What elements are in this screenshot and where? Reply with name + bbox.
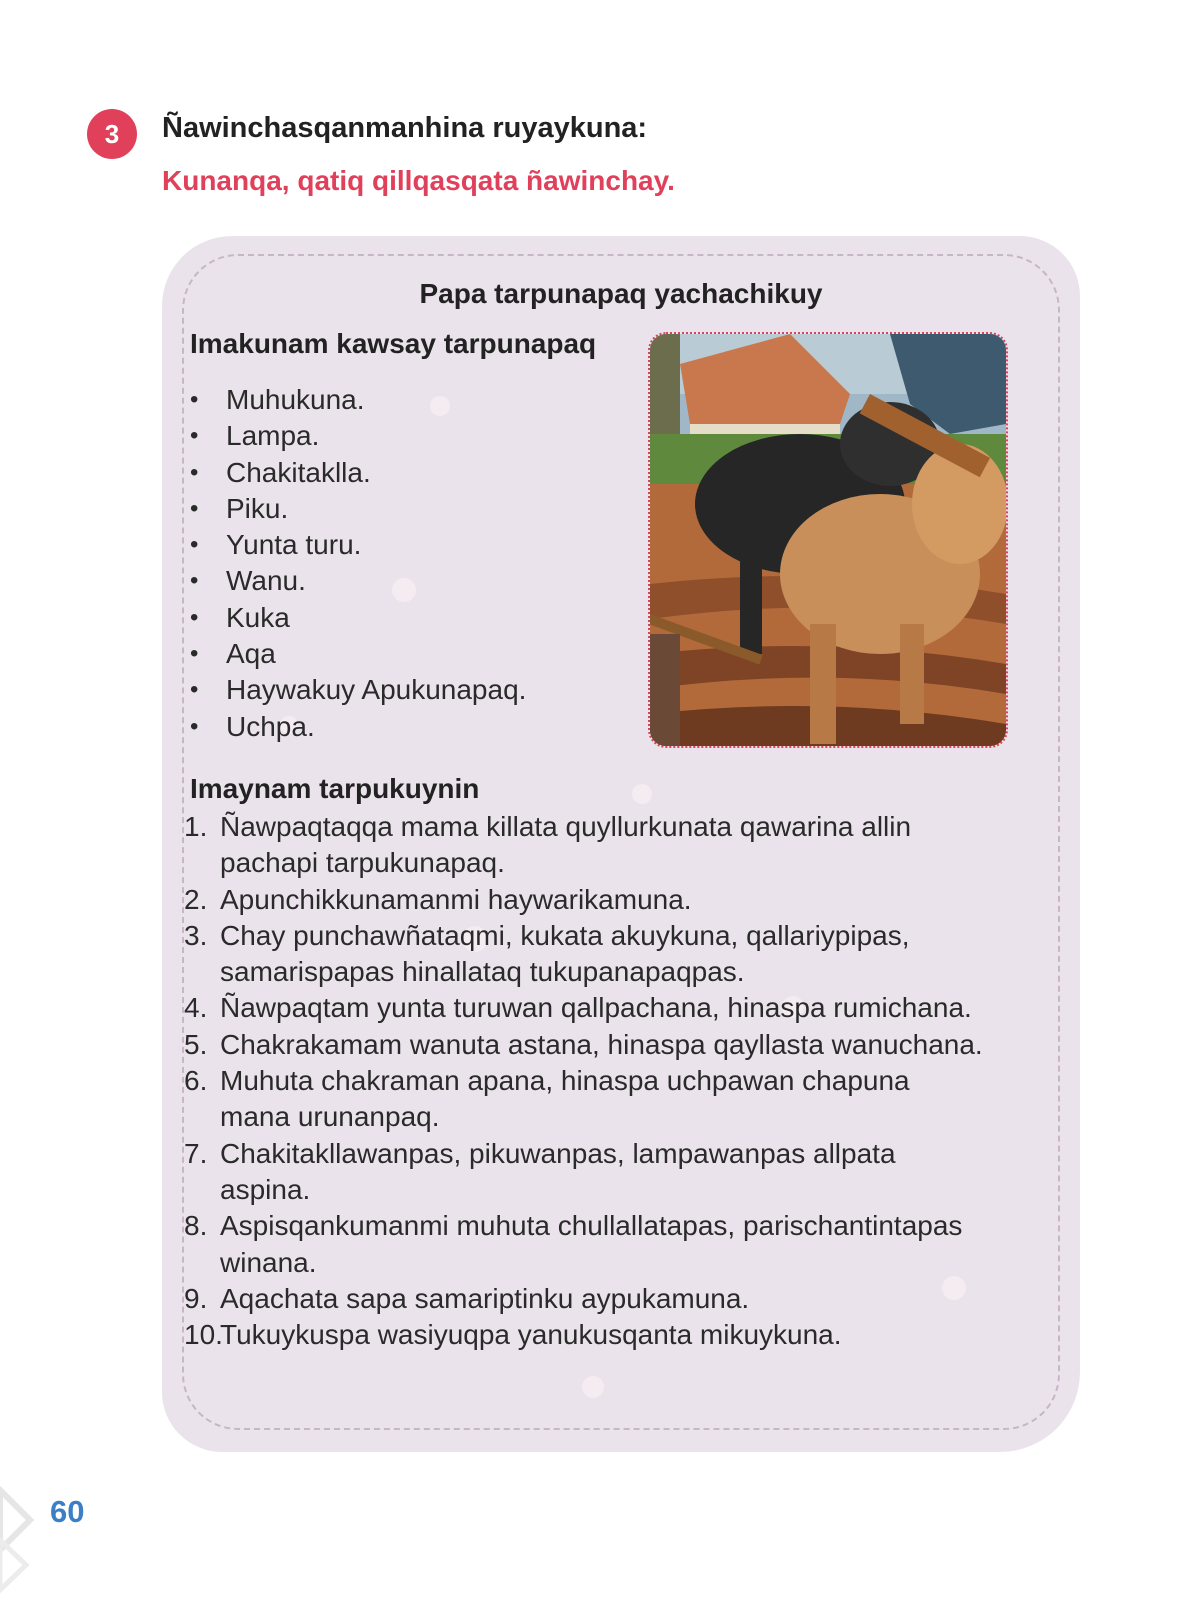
list-item: • Muhukuna.	[190, 382, 526, 418]
list-item: • Haywakuy Apukunapaq.	[190, 672, 526, 708]
materials-heading: Imakunam kawsay tarpunapaq	[190, 328, 597, 359]
list-item: • Lampa.	[190, 418, 526, 454]
step-text: Muhuta chakraman apana, hinaspa uchpawan chapuna mana urunanpaq.	[220, 1065, 910, 1133]
step-number: 5.	[184, 1028, 208, 1060]
reading-card	[162, 236, 1080, 1452]
bg-dot	[582, 1376, 604, 1398]
step-text: Ñawpaqtam yunta turuwan qallpachana, hinaspa rumichana.	[220, 992, 972, 1024]
step-text: Ñawpaqtaqqa mama killata quyllurkunata qawarina allin pachapi tarpukunapaq.	[220, 811, 912, 879]
list-item	[184, 809, 1054, 882]
exercise-subtitle: Kunanqa, qatiq qillqasqata ñawinchay.	[162, 165, 675, 196]
list-item	[184, 1208, 1054, 1281]
list-item: • Kuka	[190, 600, 526, 636]
list-item	[184, 1063, 1054, 1136]
exercise-title: Ñawinchasqanmanhina ruyaykuna:	[162, 112, 648, 144]
list-item	[184, 1027, 1054, 1063]
page-number: 60	[50, 1494, 85, 1529]
card-title: Papa tarpunapaq yachachikuy	[419, 278, 823, 309]
list-item	[184, 990, 1054, 1026]
step-text: Aspisqankumanmi muhuta chullallatapas, parischantintapas winana.	[220, 1210, 963, 1278]
step-text: Tukuykuspa wasiyuqpa yanukusqanta mikuykuna.	[220, 1319, 842, 1351]
step-number: 10.	[184, 1319, 223, 1351]
step-number: 9.	[184, 1282, 208, 1314]
list-item	[184, 918, 1054, 991]
oxen-plowing-illustration	[648, 332, 1008, 748]
materials-list	[190, 382, 526, 745]
list-item: • Piku.	[190, 491, 526, 527]
list-item: • Aqa	[190, 636, 526, 672]
step-number: 8.	[184, 1210, 208, 1242]
step-number: 2.	[184, 883, 208, 915]
step-text: Chay punchawñataqmi, kukata akuykuna, qallariypipas, samarispapas hinallataq tukupanapaqpas.	[220, 919, 910, 988]
step-number: 7.	[184, 1137, 208, 1169]
step-text: Chakitakllawanpas, pikuwanpas, lampawanpas allpata aspina.	[220, 1137, 896, 1205]
list-item: • Wanu.	[190, 563, 526, 599]
step-text: Chakrakamam wanuta astana, hinaspa qayllasta wanuchana.	[220, 1028, 983, 1060]
list-item	[184, 1317, 1054, 1353]
steps-list	[184, 809, 1054, 1353]
step-number: 1.	[184, 811, 208, 842]
list-item: • Yunta turu.	[190, 527, 526, 563]
list-item: • Chakitaklla.	[190, 455, 526, 491]
illustration-graphic	[650, 334, 1006, 746]
step-number: 4.	[184, 992, 208, 1024]
list-item	[184, 882, 1054, 918]
corner-ornament-icon	[0, 1470, 48, 1600]
steps-heading: Imaynam tarpukuynin	[190, 773, 480, 804]
exercise-number-badge: 3	[87, 109, 137, 159]
step-text: Aqachata sapa samariptinku aypukamuna.	[220, 1282, 750, 1314]
bg-dot	[632, 784, 652, 804]
list-item	[184, 1281, 1054, 1317]
step-number: 3.	[184, 919, 208, 951]
list-item	[184, 1136, 1054, 1209]
list-item: • Uchpa.	[190, 709, 526, 745]
step-text: Apunchikkunamanmi haywarikamuna.	[220, 883, 692, 915]
step-number: 6.	[184, 1065, 208, 1097]
